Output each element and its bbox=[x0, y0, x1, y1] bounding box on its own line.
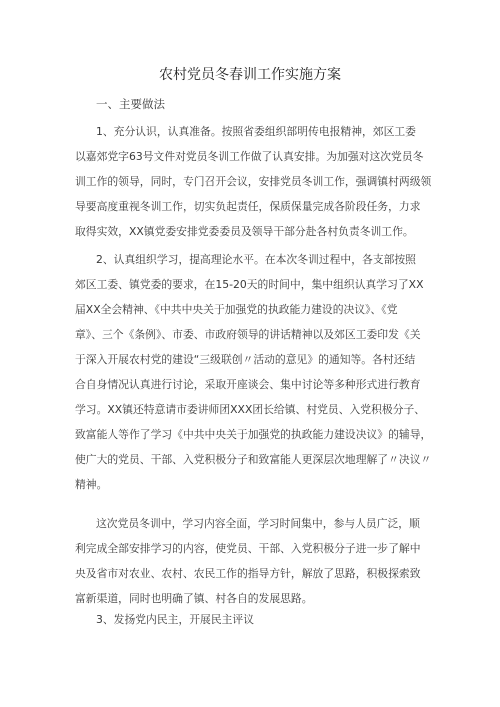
paragraph-line: 2、认真组织学习，提高理论水平。在本次冬训过程中，各支部按照 bbox=[96, 253, 416, 266]
paragraph-line: 学习。XX镇还特意请市委讲师团XXX团长给镇、村党员、入党积极分子、 bbox=[75, 403, 426, 416]
paragraph-line: 郊区工委、镇党委的要求，在15-20天的时间中，集中组织认真学习了XX bbox=[75, 278, 424, 291]
paragraph-line: 训工作的领导，同时，专门召开会议，安排党员冬训工作，强调镇村两级领 bbox=[75, 175, 432, 188]
document-title: 农村党员冬春训工作实施方案 bbox=[159, 67, 341, 83]
paragraph-line: 于深入开展农村党的建设“三级联创〃活动的意见》的通知等。各村还结 bbox=[75, 353, 416, 366]
section-heading: 一、主要做法 bbox=[96, 97, 165, 111]
paragraph-line: 富新渠道，同时也明确了镇、村各自的发展思路。 bbox=[75, 592, 313, 605]
paragraph-line: 导要高度重视冬训工作，切实负起责任，保质保量完成各阶段任务，力求 bbox=[75, 200, 421, 213]
paragraph-line: 以嘉郊党字63号文件对党员冬训工作做了认真安排。为加强对这次党员冬 bbox=[75, 150, 424, 163]
paragraph-line: 1、充分认识，认真准备。按照省委组织部明传电报精神，郊区工委 bbox=[96, 125, 416, 138]
paragraph-line: 取得实效，XX镇党委安排党委委员及领导干部分赴各村负责冬训工作。 bbox=[75, 225, 414, 238]
paragraph-line: 章》、三个《条例》、市委、市政府领导的讲话精神以及郊区工委印发《关 bbox=[75, 328, 421, 341]
paragraph-line: 这次党员冬训中，学习内容全面，学习时间集中，参与人员广泛，顺 bbox=[96, 517, 420, 530]
paragraph-line: 使广大的党员、干部、入党积极分子和致富能人更深层次地理解了〃决议〃 bbox=[75, 453, 432, 466]
paragraph-line: 致富能人等作了学习《中共中央关于加强党的执政能力建设决议》的辅导， bbox=[75, 428, 432, 441]
paragraph-line: 精神。 bbox=[75, 478, 108, 491]
paragraph-line: 届XX全会精神、《中共中央关于加强党的执政能力建设的决议》、《党 bbox=[75, 303, 398, 316]
paragraph-line: 利完成全部安排学习的内容，使党员、干部、入党积极分子进一步了解中 bbox=[75, 542, 421, 555]
paragraph-line: 央及省市对农业、农村、农民工作的指导方针，解放了思路，积极探索致 bbox=[75, 567, 421, 580]
paragraph-line: 合自身情况认真进行讨论，采取开座谈会、集中讨论等多种形式进行教育 bbox=[75, 378, 421, 391]
paragraph-line: 3、发扬党内民主，开展民主评议 bbox=[96, 613, 255, 626]
